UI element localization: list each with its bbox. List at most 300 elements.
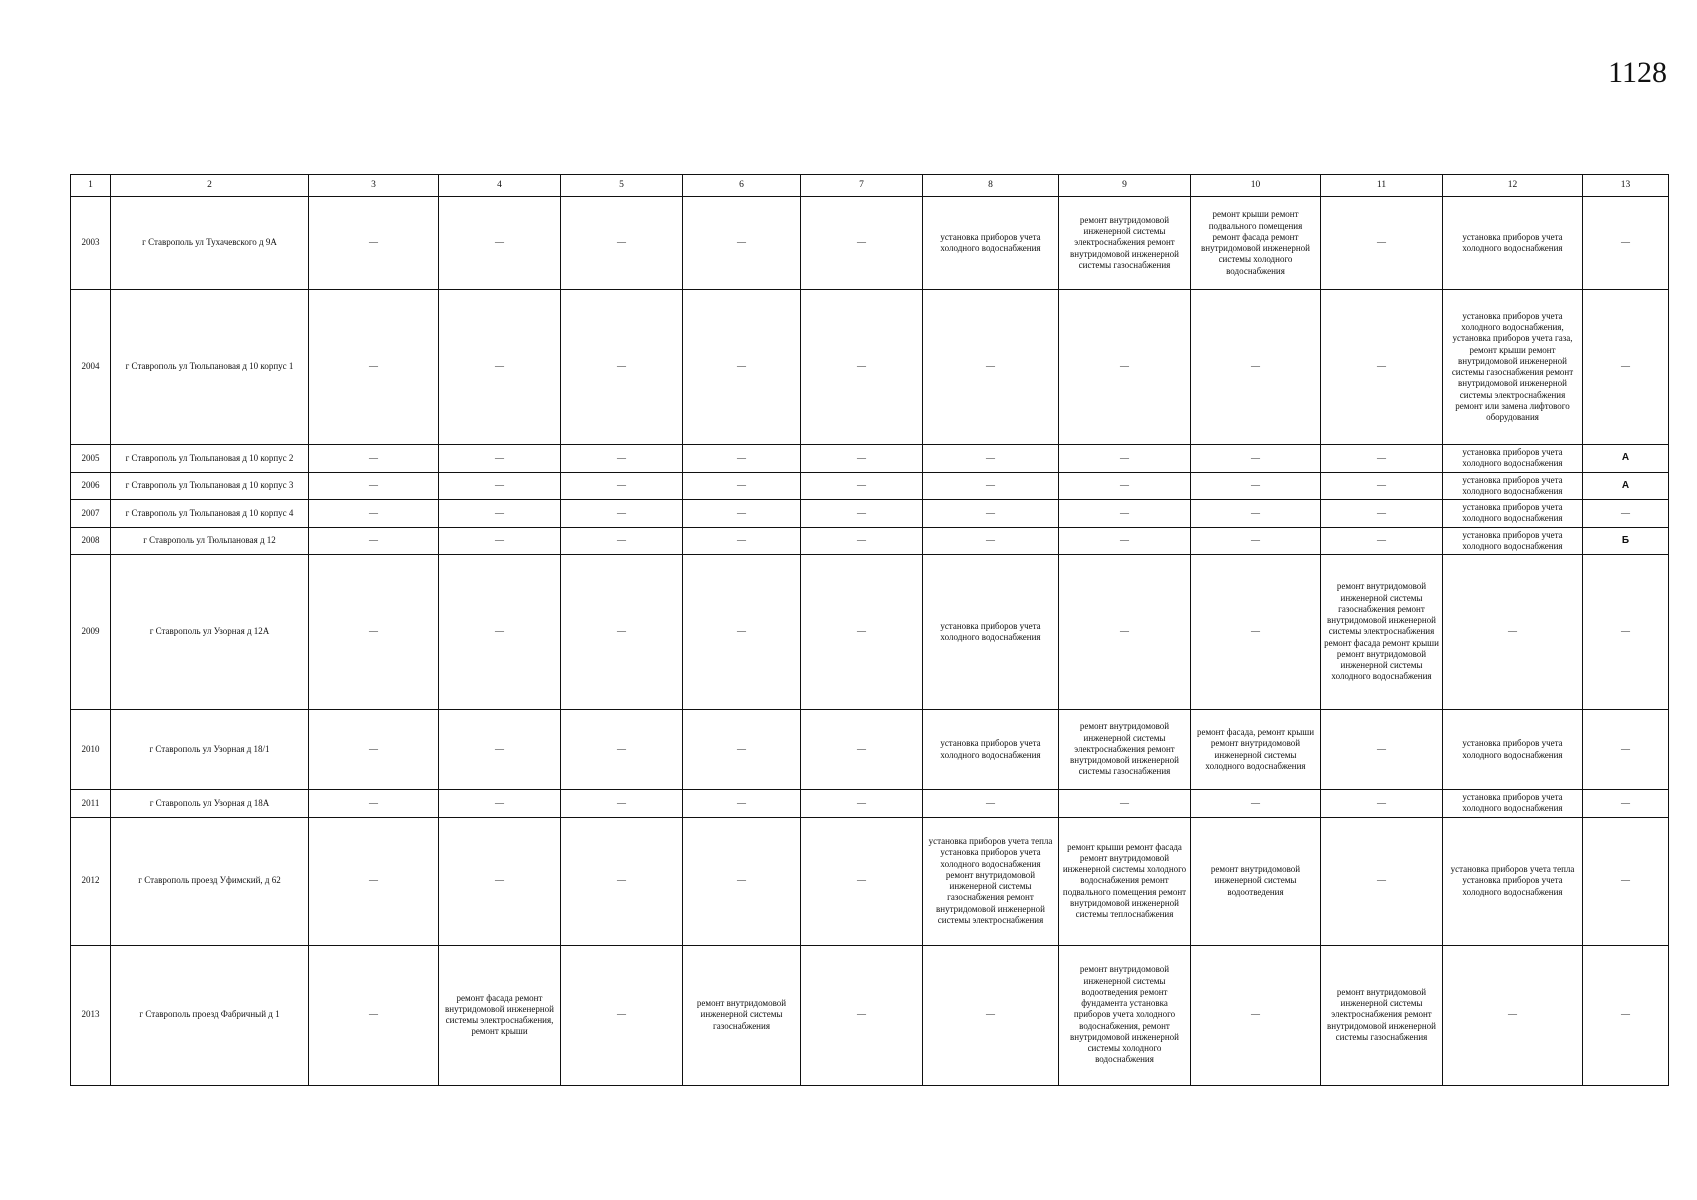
empty-dash: — xyxy=(1251,452,1260,463)
cell-text: ремонт крыши ремонт фасада ремонт внутридомовой инженерной системы холодного водоснабжения ремонт подвального помещения ремонт внутридомовой инженерной системы теплоснабжения xyxy=(1062,841,1187,920)
cell-text: ремонт фасада, ремонт крыши ремонт внутридомовой инженерной системы холодного водоснабжения xyxy=(1196,727,1315,771)
work-cell xyxy=(801,710,923,790)
row-number-cell xyxy=(71,790,111,818)
table-row xyxy=(71,817,1669,945)
cell-text: ремонт внутридомовой инженерной системы газоснабжения xyxy=(696,998,787,1031)
empty-dash: — xyxy=(1120,797,1129,808)
empty-dash: — xyxy=(1120,361,1129,372)
table-row xyxy=(71,290,1669,445)
address-cell xyxy=(111,500,309,528)
empty-dash: — xyxy=(617,507,626,518)
empty-dash: — xyxy=(986,535,995,546)
empty-dash: — xyxy=(1621,875,1630,886)
empty-dash: — xyxy=(617,875,626,886)
work-cell xyxy=(1059,817,1191,945)
page-number: 1128 xyxy=(1608,56,1667,89)
work-cell xyxy=(561,472,683,500)
cell-text: 2008 xyxy=(81,535,100,546)
empty-dash: — xyxy=(857,507,866,518)
row-number-cell xyxy=(71,500,111,528)
work-cell xyxy=(923,527,1059,555)
empty-dash: — xyxy=(495,875,504,886)
empty-dash: — xyxy=(857,452,866,463)
empty-dash: — xyxy=(986,797,995,808)
work-cell xyxy=(439,472,561,500)
column-number-header: 4 xyxy=(439,175,561,197)
empty-dash: — xyxy=(369,626,378,637)
work-cell xyxy=(1321,790,1443,818)
table-row xyxy=(71,445,1669,473)
work-cell xyxy=(801,527,923,555)
work-cell xyxy=(439,790,561,818)
empty-dash: — xyxy=(1621,237,1630,248)
cell-text: г Ставрополь ул Тухачевского д 9А xyxy=(142,237,277,248)
cell-text: г Ставрополь ул Тюльпановая д 12 xyxy=(143,535,276,546)
cell-text: г Ставрополь ул Узорная д 18/1 xyxy=(149,743,270,754)
empty-dash: — xyxy=(857,743,866,754)
row-number-cell xyxy=(71,197,111,290)
empty-dash: — xyxy=(857,535,866,546)
cell-text: установка приборов учета холодного водоснабжения xyxy=(1462,474,1563,496)
empty-dash: — xyxy=(737,626,746,637)
empty-dash: — xyxy=(1251,1009,1260,1020)
empty-dash: — xyxy=(617,743,626,754)
work-cell xyxy=(1583,197,1669,290)
address-cell xyxy=(111,527,309,555)
work-cell xyxy=(1191,945,1321,1085)
work-cell xyxy=(683,817,801,945)
cell-text: установка приборов учета холодного водоснабжения xyxy=(1462,792,1563,814)
work-cell xyxy=(561,445,683,473)
cell-text: установка приборов учета холодного водоснабжения xyxy=(940,620,1041,642)
work-cell xyxy=(1059,710,1191,790)
empty-dash: — xyxy=(495,626,504,637)
empty-dash: — xyxy=(617,452,626,463)
work-cell xyxy=(801,790,923,818)
work-cell xyxy=(1059,290,1191,445)
work-cell xyxy=(309,555,439,710)
empty-dash: — xyxy=(369,480,378,491)
work-cell xyxy=(923,710,1059,790)
empty-dash: — xyxy=(857,480,866,491)
cell-text: 2004 xyxy=(81,361,100,372)
cell-text: ремонт внутридомовой инженерной системы газоснабжения ремонт внутридомовой инженерной системы электроснабжения ремонт фасада ремонт крыши ремонт внутридомовой инженерной системы холодного водоснабжения xyxy=(1324,581,1439,682)
work-cell xyxy=(309,817,439,945)
work-cell xyxy=(683,472,801,500)
work-cell xyxy=(439,945,561,1085)
row-number-cell xyxy=(71,817,111,945)
work-cell xyxy=(1443,472,1583,500)
empty-dash: — xyxy=(1377,480,1386,491)
empty-dash: — xyxy=(1377,507,1386,518)
work-cell xyxy=(1191,817,1321,945)
work-cell xyxy=(801,445,923,473)
cell-text: 2005 xyxy=(81,452,100,463)
column-number-row xyxy=(71,175,1669,197)
work-cell xyxy=(1191,500,1321,528)
empty-dash: — xyxy=(1120,535,1129,546)
column-number-header: 5 xyxy=(561,175,683,197)
cell-text: 2010 xyxy=(81,743,100,754)
cell-text: г Ставрополь проезд Уфимский, д 62 xyxy=(138,875,281,886)
cell-text: установка приборов учета холодного водоснабжения xyxy=(940,738,1041,760)
table-row xyxy=(71,527,1669,555)
work-cell xyxy=(1321,445,1443,473)
row-number-cell xyxy=(71,945,111,1085)
cell-text: 2011 xyxy=(81,797,100,808)
work-cell xyxy=(1059,472,1191,500)
work-cell xyxy=(1191,472,1321,500)
empty-dash: — xyxy=(495,535,504,546)
empty-dash: — xyxy=(1508,626,1517,637)
cell-text: г Ставрополь ул Узорная д 12А xyxy=(149,626,270,637)
empty-dash: — xyxy=(1377,452,1386,463)
work-cell xyxy=(801,290,923,445)
work-cell xyxy=(1583,555,1669,710)
work-cell xyxy=(1443,290,1583,445)
cell-text: установка приборов учета тепла установка приборов учета холодного водоснабжения ремонт внутридомовой инженерной системы газоснабжения ремонт внутридомовой инженерной системы электроснабжения xyxy=(928,836,1053,925)
work-cell xyxy=(1443,555,1583,710)
work-cell xyxy=(1191,197,1321,290)
empty-dash: — xyxy=(986,1009,995,1020)
empty-dash: — xyxy=(1621,797,1630,808)
work-cell xyxy=(1583,472,1669,500)
work-cell xyxy=(439,197,561,290)
work-cell xyxy=(1583,445,1669,473)
empty-dash: — xyxy=(1377,797,1386,808)
work-cell xyxy=(561,500,683,528)
work-cell xyxy=(801,472,923,500)
work-cell xyxy=(1443,500,1583,528)
work-cell xyxy=(923,445,1059,473)
work-cell xyxy=(1443,945,1583,1085)
address-cell xyxy=(111,710,309,790)
work-cell xyxy=(1059,790,1191,818)
work-cell xyxy=(801,945,923,1085)
work-cell xyxy=(1321,472,1443,500)
empty-dash: — xyxy=(857,1009,866,1020)
work-cell xyxy=(683,790,801,818)
empty-dash: — xyxy=(495,452,504,463)
column-number-header: 10 xyxy=(1191,175,1321,197)
cell-text: ремонт внутридомовой инженерной системы электроснабжения ремонт внутридомовой инженерной системы газоснабжения xyxy=(1327,986,1436,1042)
empty-dash: — xyxy=(369,237,378,248)
work-cell xyxy=(801,197,923,290)
cell-text: ремонт внутридомовой инженерной системы водоотведения xyxy=(1210,864,1301,897)
work-cell xyxy=(1321,945,1443,1085)
work-cell xyxy=(1443,445,1583,473)
empty-dash: — xyxy=(737,797,746,808)
table-row xyxy=(71,472,1669,500)
empty-dash: — xyxy=(1621,507,1630,518)
empty-dash: — xyxy=(1251,535,1260,546)
work-cell xyxy=(561,790,683,818)
empty-dash: — xyxy=(737,361,746,372)
work-cell xyxy=(1443,710,1583,790)
address-cell xyxy=(111,472,309,500)
work-cell xyxy=(1059,945,1191,1085)
work-cell xyxy=(439,290,561,445)
empty-dash: — xyxy=(737,480,746,491)
address-cell xyxy=(111,790,309,818)
column-number-header: 1 xyxy=(71,175,111,197)
cell-text: г Ставрополь ул Тюльпановая д 10 корпус 3 xyxy=(125,480,294,491)
empty-dash: — xyxy=(1621,361,1630,372)
empty-dash: — xyxy=(986,507,995,518)
work-cell xyxy=(561,527,683,555)
work-cell xyxy=(801,817,923,945)
address-cell xyxy=(111,555,309,710)
work-cell xyxy=(561,945,683,1085)
empty-dash: — xyxy=(1621,743,1630,754)
work-cell xyxy=(1059,500,1191,528)
empty-dash: — xyxy=(369,797,378,808)
work-cell xyxy=(683,290,801,445)
column-number-header: 11 xyxy=(1321,175,1443,197)
cell-text: установка приборов учета холодного водоснабжения xyxy=(1462,231,1563,253)
empty-dash: — xyxy=(369,535,378,546)
work-cell xyxy=(923,472,1059,500)
empty-dash: — xyxy=(369,875,378,886)
table-row xyxy=(71,710,1669,790)
empty-dash: — xyxy=(495,507,504,518)
work-cell xyxy=(1443,790,1583,818)
work-cell xyxy=(1059,555,1191,710)
column-number-header: 9 xyxy=(1059,175,1191,197)
work-cell xyxy=(1059,197,1191,290)
work-cell xyxy=(923,945,1059,1085)
empty-dash: — xyxy=(495,361,504,372)
work-cell xyxy=(561,710,683,790)
empty-dash: — xyxy=(369,1009,378,1020)
empty-dash: — xyxy=(737,535,746,546)
empty-dash: — xyxy=(617,361,626,372)
empty-dash: — xyxy=(857,797,866,808)
empty-dash: — xyxy=(369,452,378,463)
work-cell xyxy=(439,500,561,528)
cell-text: установка приборов учета холодного водоснабжения xyxy=(940,231,1041,253)
work-cell xyxy=(683,500,801,528)
work-cell xyxy=(683,527,801,555)
empty-dash: — xyxy=(617,797,626,808)
address-cell xyxy=(111,197,309,290)
empty-dash: — xyxy=(737,237,746,248)
work-cell xyxy=(1583,290,1669,445)
work-cell xyxy=(923,500,1059,528)
cell-text: ремонт внутридомовой инженерной системы водоотведения ремонт фундамента установка приборов учета холодного водоснабжения, ремонт внутридомовой инженерной системы холодного водоснабжения xyxy=(1070,964,1179,1065)
address-cell xyxy=(111,290,309,445)
work-cell xyxy=(439,527,561,555)
cell-text: установка приборов учета холодного водоснабжения xyxy=(1462,502,1563,524)
work-cell xyxy=(923,290,1059,445)
empty-dash: — xyxy=(1120,452,1129,463)
work-cell xyxy=(801,555,923,710)
empty-dash: — xyxy=(495,480,504,491)
empty-dash: — xyxy=(617,626,626,637)
work-cell xyxy=(309,472,439,500)
work-cell xyxy=(1583,710,1669,790)
work-cell xyxy=(439,710,561,790)
empty-dash: — xyxy=(1120,507,1129,518)
work-cell xyxy=(683,555,801,710)
empty-dash: — xyxy=(857,361,866,372)
empty-dash: — xyxy=(1251,480,1260,491)
empty-dash: — xyxy=(369,507,378,518)
work-cell xyxy=(1191,527,1321,555)
work-cell xyxy=(561,290,683,445)
work-cell xyxy=(923,817,1059,945)
empty-dash: — xyxy=(617,237,626,248)
empty-dash: — xyxy=(369,743,378,754)
empty-dash: — xyxy=(857,237,866,248)
work-cell xyxy=(923,790,1059,818)
work-cell xyxy=(309,445,439,473)
work-cell xyxy=(309,527,439,555)
cell-text: установка приборов учета холодного водоснабжения xyxy=(1462,738,1563,760)
cell-text: 2003 xyxy=(81,237,100,248)
repair-schedule-table xyxy=(70,174,1669,1086)
column-number-header: 8 xyxy=(923,175,1059,197)
work-cell xyxy=(309,197,439,290)
work-cell xyxy=(1191,445,1321,473)
work-cell xyxy=(439,555,561,710)
work-cell xyxy=(1321,197,1443,290)
work-cell xyxy=(561,197,683,290)
cell-text: установка приборов учета холодного водоснабжения xyxy=(1462,447,1563,469)
cell-text: 2006 xyxy=(81,480,100,491)
empty-dash: — xyxy=(495,743,504,754)
work-cell xyxy=(801,500,923,528)
empty-dash: — xyxy=(737,875,746,886)
empty-dash: — xyxy=(1377,361,1386,372)
row-number-cell xyxy=(71,445,111,473)
work-cell xyxy=(923,555,1059,710)
work-cell xyxy=(309,500,439,528)
cell-text: ремонт крыши ремонт подвального помещения ремонт фасада ремонт внутридомовой инженерной системы холодного водоснабжения xyxy=(1201,209,1310,276)
work-cell xyxy=(309,945,439,1085)
empty-dash: — xyxy=(737,743,746,754)
cell-text: 2012 xyxy=(81,875,100,886)
work-cell xyxy=(923,197,1059,290)
table-row xyxy=(71,197,1669,290)
empty-dash: — xyxy=(617,480,626,491)
category-mark: Б xyxy=(1621,534,1630,546)
work-cell xyxy=(1191,555,1321,710)
work-cell xyxy=(1321,527,1443,555)
work-cell xyxy=(561,817,683,945)
work-cell xyxy=(1583,945,1669,1085)
address-cell xyxy=(111,445,309,473)
work-cell xyxy=(683,445,801,473)
table-row xyxy=(71,790,1669,818)
row-number-cell xyxy=(71,710,111,790)
empty-dash: — xyxy=(1251,797,1260,808)
column-number-header: 2 xyxy=(111,175,309,197)
empty-dash: — xyxy=(857,626,866,637)
cell-text: г Ставрополь ул Узорная д 18А xyxy=(149,797,270,808)
work-cell xyxy=(1191,290,1321,445)
table-row xyxy=(71,945,1669,1085)
empty-dash: — xyxy=(369,361,378,372)
work-cell xyxy=(1443,527,1583,555)
empty-dash: — xyxy=(857,875,866,886)
work-cell xyxy=(683,945,801,1085)
column-number-header: 7 xyxy=(801,175,923,197)
empty-dash: — xyxy=(737,452,746,463)
work-cell xyxy=(1583,817,1669,945)
empty-dash: — xyxy=(495,237,504,248)
work-cell xyxy=(1191,710,1321,790)
work-cell xyxy=(439,445,561,473)
empty-dash: — xyxy=(1251,361,1260,372)
column-number-header: 13 xyxy=(1583,175,1669,197)
cell-text: ремонт внутридомовой инженерной системы электроснабжения ремонт внутридомовой инженерной системы газоснабжения xyxy=(1070,721,1179,777)
cell-text: ремонт внутридомовой инженерной системы электроснабжения ремонт внутридомовой инженерной системы газоснабжения xyxy=(1070,214,1179,270)
work-cell xyxy=(309,790,439,818)
cell-text: г Ставрополь ул Тюльпановая д 10 корпус 2 xyxy=(125,452,294,463)
work-cell xyxy=(1059,527,1191,555)
category-mark: А xyxy=(1621,452,1630,463)
work-cell xyxy=(1321,555,1443,710)
address-cell xyxy=(111,945,309,1085)
work-cell xyxy=(1191,790,1321,818)
empty-dash: — xyxy=(1251,626,1260,637)
empty-dash: — xyxy=(1621,626,1630,637)
table-row xyxy=(71,555,1669,710)
cell-text: 2007 xyxy=(81,507,100,518)
work-cell xyxy=(309,290,439,445)
row-number-cell xyxy=(71,290,111,445)
cell-text: установка приборов учета холодного водоснабжения xyxy=(1462,529,1563,551)
cell-text: ремонт фасада ремонт внутридомовой инженерной системы электроснабжения, ремонт крыши xyxy=(445,992,554,1037)
empty-dash: — xyxy=(986,361,995,372)
empty-dash: — xyxy=(1377,237,1386,248)
column-number-header: 3 xyxy=(309,175,439,197)
empty-dash: — xyxy=(1377,875,1386,886)
empty-dash: — xyxy=(1377,743,1386,754)
work-cell xyxy=(1583,500,1669,528)
row-number-cell xyxy=(71,527,111,555)
cell-text: г Ставрополь ул Тюльпановая д 10 корпус 4 xyxy=(125,507,294,518)
work-cell xyxy=(683,197,801,290)
empty-dash: — xyxy=(1251,507,1260,518)
work-cell xyxy=(1443,197,1583,290)
cell-text: г Ставрополь ул Тюльпановая д 10 корпус 1 xyxy=(125,361,294,372)
empty-dash: — xyxy=(617,535,626,546)
work-cell xyxy=(1583,790,1669,818)
empty-dash: — xyxy=(986,452,995,463)
empty-dash: — xyxy=(1120,626,1129,637)
work-cell xyxy=(1321,710,1443,790)
work-cell xyxy=(1583,527,1669,555)
row-number-cell xyxy=(71,472,111,500)
work-cell xyxy=(309,710,439,790)
work-cell xyxy=(1059,445,1191,473)
cell-text: 2009 xyxy=(81,626,100,637)
empty-dash: — xyxy=(1508,1009,1517,1020)
cell-text: установка приборов учета тепла установка приборов учета холодного водоснабжения xyxy=(1450,864,1575,897)
table-row xyxy=(71,500,1669,528)
empty-dash: — xyxy=(617,1009,626,1020)
address-cell xyxy=(111,817,309,945)
empty-dash: — xyxy=(737,507,746,518)
work-cell xyxy=(683,710,801,790)
work-cell xyxy=(1321,500,1443,528)
cell-text: установка приборов учета холодного водоснабжения, установка приборов учета газа, ремонт крыши ремонт внутридомовой инженерной системы газоснабжения ремонт внутридомовой инженерной системы электроснабжения ремонт или замена лифтового оборудования xyxy=(1451,310,1574,422)
empty-dash: — xyxy=(986,480,995,491)
work-cell xyxy=(1443,817,1583,945)
column-number-header: 12 xyxy=(1443,175,1583,197)
